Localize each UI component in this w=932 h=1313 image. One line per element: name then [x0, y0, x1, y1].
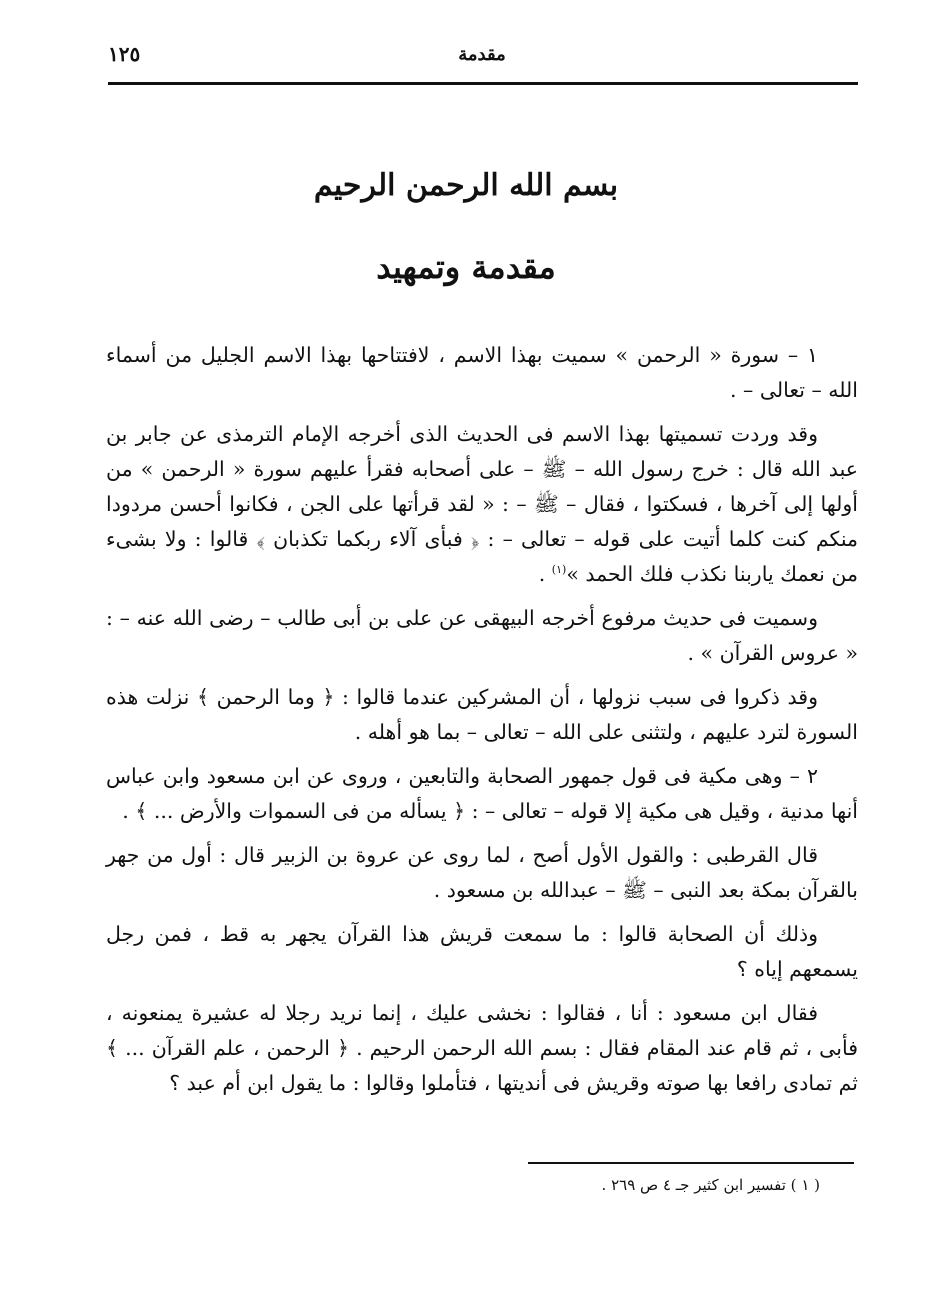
body-text	[106, 338, 858, 1110]
paragraph: وسميت فى حديث مرفوع أخرجه البيهقى عن على بن أبى طالب – رضى الله عنه – : « عروس القرآن » .	[106, 606, 858, 665]
page-header	[108, 38, 856, 82]
paragraph: قال القرطبى : والقول الأول أصح ، لما روى عن عروة بن الزبير قال : أول من جهر بالقرآن بمكة بعد النبى – ﷺ – عبدالله بن مسعود .	[106, 843, 858, 902]
paragraph: وذلك أن الصحابة قالوا : ما سمعت قريش هذا القرآن يجهر به قط ، فمن رجل يسمعهم إياه ؟	[106, 922, 858, 981]
header-rule	[108, 82, 858, 85]
footnote-rule	[528, 1162, 854, 1164]
chapter-title: مقدمة وتمهيد	[376, 248, 556, 286]
footnote-reference: (١)	[551, 563, 567, 577]
running-title: مقدمة	[458, 44, 506, 65]
footnote: ( ١ ) تفسير ابن كثير جـ ٤ ص ٢٦٩ .	[601, 1176, 820, 1194]
paragraph: ١ – سورة « الرحمن » سميت بهذا الاسم ، لافتتاحها بهذا الاسم الجليل من أسماء الله – تعالى – .	[106, 343, 858, 402]
page-number: ١٢٥	[108, 42, 141, 66]
paragraph	[106, 417, 858, 592]
paragraph: ٢ – وهى مكية فى قول جمهور الصحابة والتابعين ، وروى عن ابن مسعود وابن عباس أنها مدنية ، وقيل هى مكية إلا قوله – تعالى – : ﴿ يسأله من فى السموات والأرض ... ﴾ .	[106, 764, 858, 823]
paragraph-text: وقد وردت تسميتها بهذا الاسم فى الحديث الذى أخرجه الإمام الترمذى عن جابر بن عبد الله قال : خرج رسول الله – ﷺ – على أصحابه فقرأ عليهم سورة « الرحمن » من أولها إلى آخرها ، فسكتوا ، فقال – ﷺ – : « لقد قرأتها على الجن ، فكانوا أحسن مردودا منكم كنت كلما أتيت على قوله – تعالى – : ﴿ فبأى آلاء ربكما تكذبان ﴾ قالوا : ولا بشىء من نعمك ياربنا نكذب فلك الحمد »	[106, 422, 858, 586]
paragraph: فقال ابن مسعود : أنا ، فقالوا : نخشى عليك ، إنما نريد رجلا له عشيرة يمنعونه ، فأبى ، ثم قام عند المقام فقال : بسم الله الرحمن الرحيم . ﴿ الرحمن ، علم القرآن ... ﴾ ثم تمادى رافعا بها صوته وقريش فى أنديتها ، فتأملوا وقالوا : ما يقول ابن أم عبد ؟	[106, 1001, 858, 1095]
paragraph-tail: .	[538, 562, 552, 586]
paragraph: وقد ذكروا فى سبب نزولها ، أن المشركين عندما قالوا : ﴿ وما الرحمن ﴾ نزلت هذه السورة لترد عليهم ، ولتثنى على الله – تعالى – بما هو أهله .	[106, 685, 858, 744]
basmala: بسم الله الرحمن الرحيم	[313, 168, 619, 203]
